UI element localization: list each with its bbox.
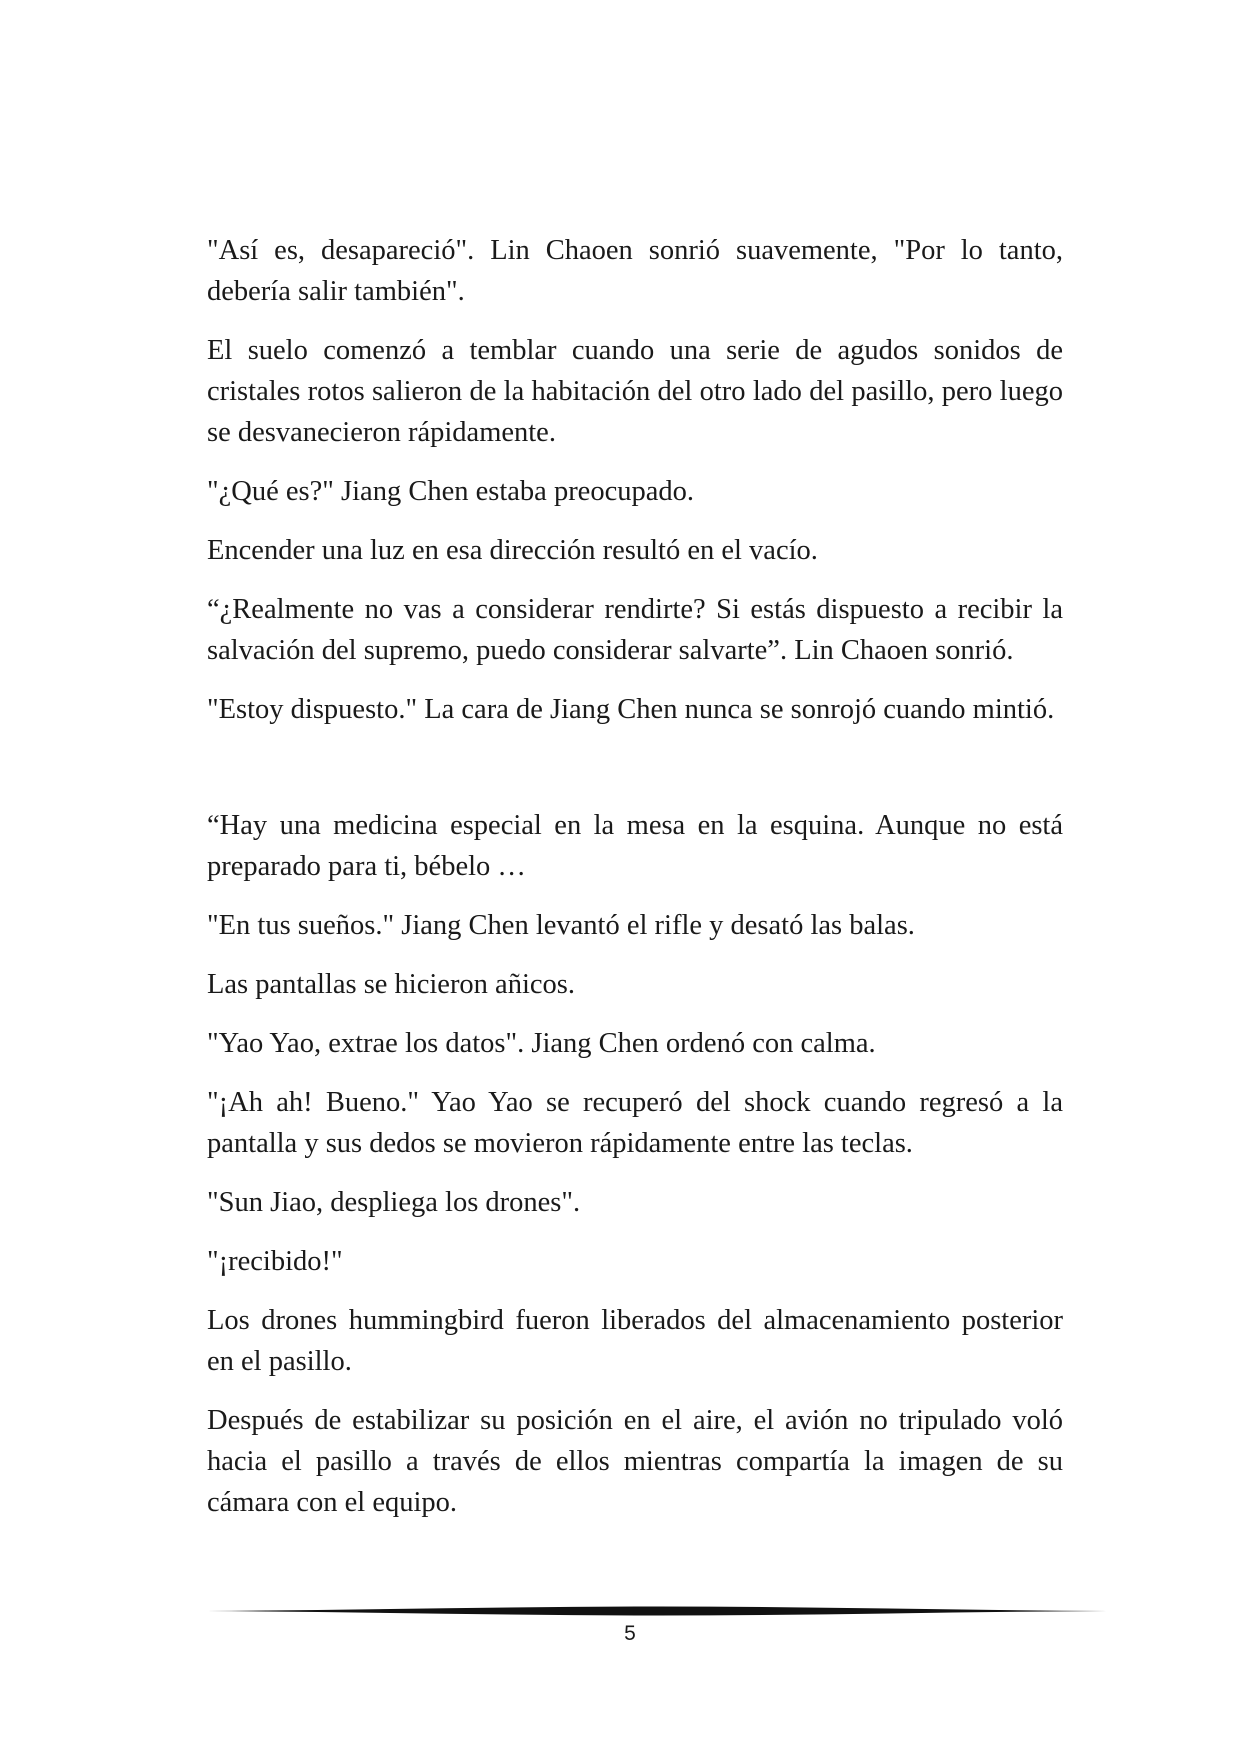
paragraph: "Yao Yao, extrae los datos". Jiang Chen ordenó con calma. — [207, 1028, 876, 1059]
paragraph: Encender una luz en esa dirección resultó en el vacío. — [207, 535, 818, 566]
footer-divider — [207, 1605, 1107, 1617]
page-number: 5 — [624, 1622, 636, 1645]
paragraph: “¿Realmente no vas a considerar rendirte? Si estás dispuesto a recibir la salvación del supremo, puedo considerar salvarte”. Lin Chaoen sonrió. — [207, 594, 1063, 666]
paragraph: "Estoy dispuesto." La cara de Jiang Chen nunca se sonrojó cuando mintió. — [207, 694, 1055, 725]
section-break — [207, 748, 1063, 805]
paragraph: "¿Qué es?" Jiang Chen estaba preocupado. — [207, 476, 695, 507]
paragraph: Después de estabilizar su posición en el aire, el avión no tripulado voló hacia el pasillo a través de ellos mientras compartía la imagen de su cámara con el equipo. — [207, 1405, 1063, 1518]
paragraph: "¡recibido!" — [207, 1246, 343, 1277]
page-body — [207, 230, 1063, 1541]
paragraph: Las pantallas se hicieron añicos. — [207, 969, 575, 1000]
paragraph: Los drones hummingbird fueron liberados del almacenamiento posterior en el pasillo. — [207, 1305, 1063, 1377]
paragraph: “Hay una medicina especial en la mesa en la esquina. Aunque no está preparado para ti, bébelo … — [207, 810, 1063, 882]
paragraph: "Así es, desapareció". Lin Chaoen sonrió suavemente, "Por lo tanto, debería salir también". — [207, 235, 1063, 307]
paragraph: "En tus sueños." Jiang Chen levantó el rifle y desató las balas. — [207, 910, 915, 941]
paragraph: "¡Ah ah! Bueno." Yao Yao se recuperó del shock cuando regresó a la pantalla y sus dedos se movieron rápidamente entre las teclas. — [207, 1087, 1063, 1159]
paragraph: "Sun Jiao, despliega los drones". — [207, 1187, 581, 1218]
paragraph: El suelo comenzó a temblar cuando una serie de agudos sonidos de cristales rotos salieron de la habitación del otro lado del pasillo, pero luego se desvanecieron rápidamente. — [207, 335, 1063, 448]
